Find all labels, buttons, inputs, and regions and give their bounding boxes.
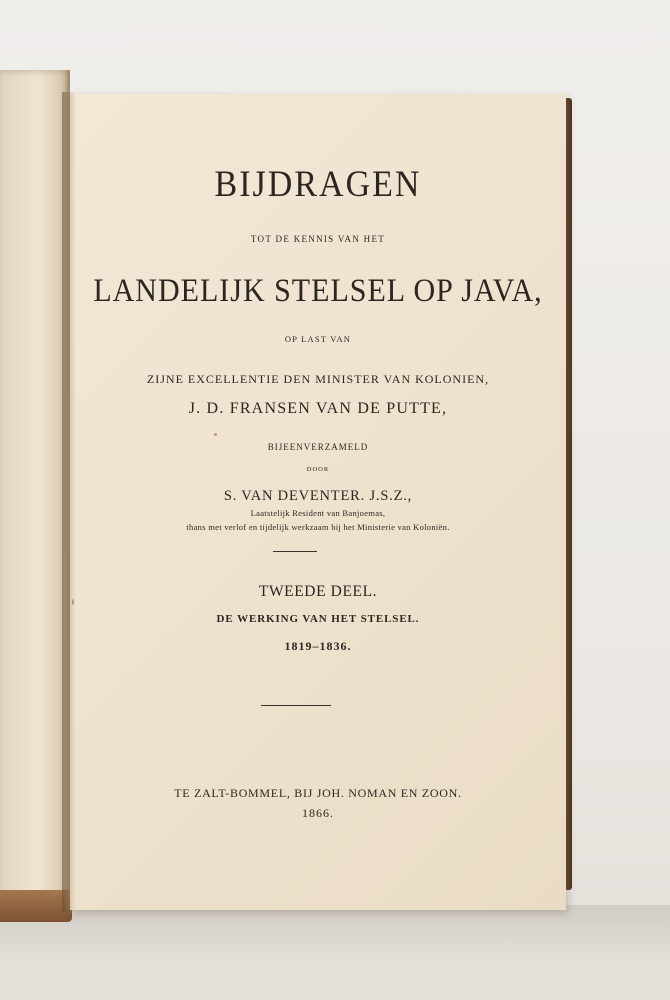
page-gutter <box>62 92 76 912</box>
author-name: S. VAN DEVENTER. J.S.Z., <box>223 488 413 504</box>
divider-rule-2 <box>261 705 331 706</box>
divider-rule <box>273 551 317 552</box>
minister-name: J. D. FRANSEN VAN DE PUTTE, <box>188 400 448 417</box>
main-title: LANDELIJK STELSEL OP JAVA, <box>93 272 543 309</box>
commission-line: OP LAST VAN <box>284 334 352 344</box>
part-heading: TWEEDE DEEL. <box>258 583 378 600</box>
publisher-line: TE ZALT-BOMMEL, BIJ JOH. NOMAN EN ZOON. <box>174 786 462 800</box>
collected-line: BIJEENVERZAMELD <box>267 442 369 452</box>
year-range: 1819–1836. <box>284 639 352 653</box>
title-page-content <box>70 94 566 910</box>
part-subtitle: DE WERKING VAN HET STELSEL. <box>216 613 420 625</box>
book-shadow <box>0 905 670 1000</box>
by-line: DOOR <box>306 466 330 473</box>
minister-line: ZIJNE EXCELLENTIE DEN MINISTER VAN KOLONIEN, <box>146 372 490 386</box>
left-page-edge <box>0 70 70 918</box>
author-role-1: Laatstelijk Resident van Banjoemas, <box>250 508 386 518</box>
publication-year: 1866. <box>302 806 334 820</box>
book-title: BIJDRAGEN <box>214 164 422 205</box>
title-page <box>70 94 566 910</box>
title-subtitle: TOT DE KENNIS VAN HET <box>250 234 386 244</box>
author-role-2: thans met verlof en tijdelijk werkzaam bij het Ministerie van Koloniën. <box>186 522 450 532</box>
paper-speck <box>214 433 217 436</box>
